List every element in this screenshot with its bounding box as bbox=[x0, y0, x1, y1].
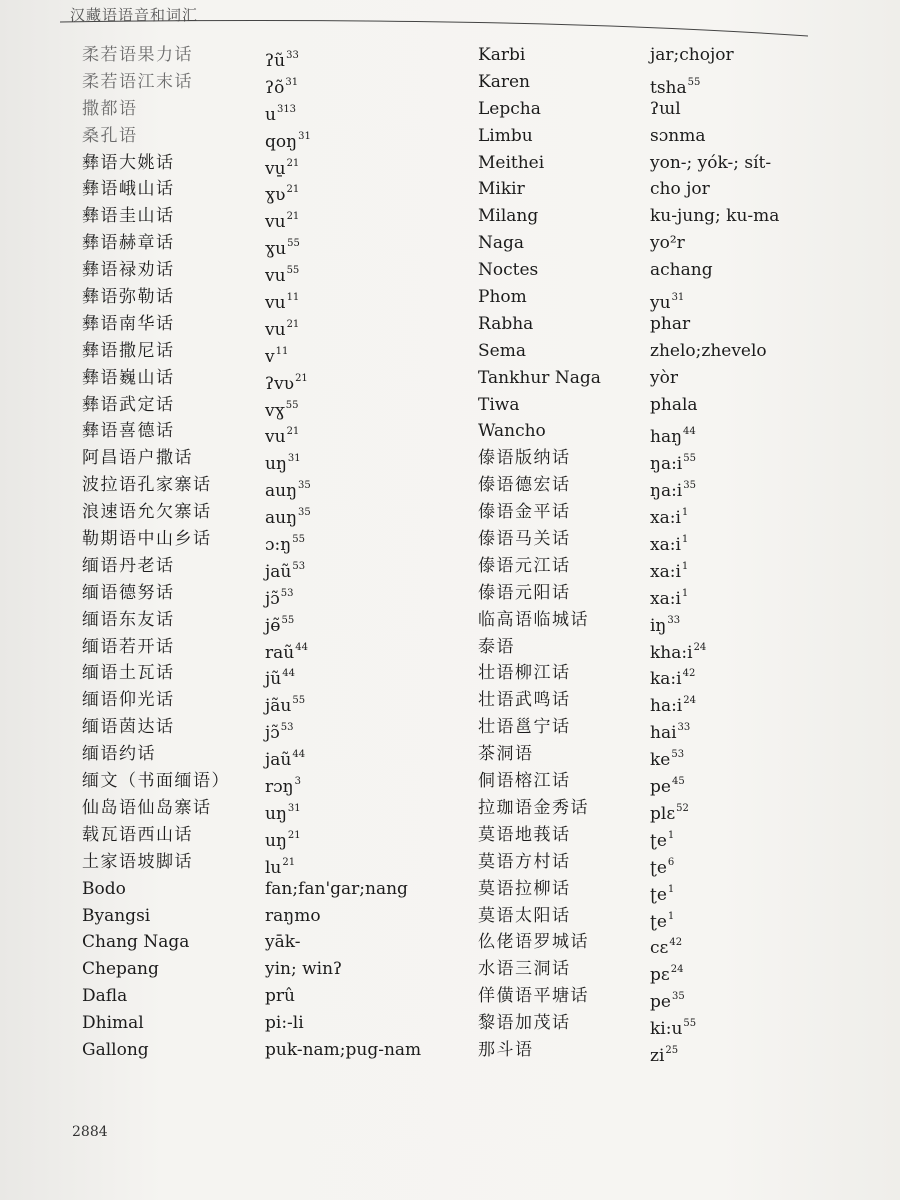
language-name: 彝语圭山话 bbox=[82, 206, 175, 227]
form-text: vu bbox=[265, 319, 286, 340]
form-text: xa:i bbox=[650, 535, 681, 556]
form-text: vu bbox=[265, 293, 286, 314]
language-name: Naga bbox=[478, 233, 525, 254]
language-name: Gallong bbox=[82, 1039, 149, 1060]
word-form bbox=[650, 176, 710, 203]
tone-number: 44 bbox=[292, 749, 306, 761]
tone-number: 24 bbox=[693, 641, 707, 653]
language-name: Meithei bbox=[478, 152, 545, 173]
form-text: ku-jung; ku-ma bbox=[650, 206, 780, 227]
tone-number: 21 bbox=[286, 318, 300, 330]
language-name: 仫佬语罗城话 bbox=[478, 932, 589, 953]
language-name: 傣语版纳话 bbox=[478, 448, 571, 469]
word-form bbox=[265, 1010, 304, 1037]
form-text: ɣu bbox=[265, 239, 287, 260]
tone-number: 31 bbox=[285, 76, 299, 88]
form-text: pe bbox=[650, 992, 671, 1013]
form-text: prû bbox=[265, 986, 295, 1007]
form-text: yòr bbox=[650, 367, 678, 388]
word-form bbox=[265, 956, 342, 983]
form-text: raũ bbox=[265, 642, 295, 663]
form-text: hai bbox=[650, 723, 677, 744]
tone-number: 33 bbox=[667, 614, 681, 626]
language-name: 仙岛语仙岛寨话 bbox=[82, 797, 212, 818]
form-text: ŋa:i bbox=[650, 481, 683, 502]
language-name: Byangsi bbox=[82, 905, 151, 926]
language-name: 黎语加茂话 bbox=[478, 1013, 571, 1034]
language-name: Noctes bbox=[478, 260, 539, 281]
tone-number: 55 bbox=[292, 534, 305, 546]
form-text: u bbox=[265, 104, 276, 125]
language-name: 载瓦语西山话 bbox=[82, 824, 193, 845]
language-name: Karen bbox=[478, 71, 530, 92]
word-form bbox=[265, 1037, 421, 1064]
form-text: ʈe bbox=[650, 857, 667, 878]
language-name: 彝语武定话 bbox=[82, 394, 175, 415]
language-name: 桑孔语 bbox=[82, 125, 138, 146]
language-name: 撒都语 bbox=[82, 98, 138, 119]
tone-number: 1 bbox=[667, 910, 675, 922]
language-name: 临高语临城话 bbox=[478, 609, 589, 630]
form-text: jũ bbox=[265, 669, 282, 690]
language-name: 勒期语中山乡话 bbox=[82, 529, 212, 550]
tone-number: 21 bbox=[286, 157, 300, 169]
language-name: Chepang bbox=[82, 959, 159, 980]
form-text: yu bbox=[650, 293, 671, 314]
language-name: 佯僙语平塘话 bbox=[478, 986, 589, 1007]
tone-number: 21 bbox=[286, 211, 300, 223]
language-name: 彝语大姚话 bbox=[82, 152, 175, 173]
word-form bbox=[650, 338, 767, 365]
tone-number: 35 bbox=[298, 507, 311, 519]
form-text: jar;chojor bbox=[650, 45, 734, 65]
form-text: cɛ bbox=[650, 938, 669, 959]
tone-number: 1 bbox=[667, 883, 675, 895]
language-name: 缅语土瓦话 bbox=[82, 663, 175, 684]
language-name: 彝语巍山话 bbox=[82, 367, 175, 388]
language-name: 傣语元江话 bbox=[478, 555, 571, 576]
form-text: xa:i bbox=[650, 561, 681, 582]
language-name: Sema bbox=[478, 340, 526, 361]
language-name: 阿昌语户撒话 bbox=[82, 448, 193, 469]
word-form bbox=[650, 257, 713, 284]
tone-number: 35 bbox=[683, 480, 696, 492]
language-name: 缅语德努话 bbox=[82, 582, 175, 603]
form-text: jɵ̃ bbox=[265, 615, 281, 636]
form-text: ʔũ bbox=[265, 51, 286, 71]
tone-number: 55 bbox=[281, 614, 295, 626]
tone-number: 6 bbox=[667, 856, 675, 868]
form-text: vu̱ bbox=[265, 158, 286, 179]
language-name: Dafla bbox=[82, 986, 128, 1007]
tone-number: 33 bbox=[677, 722, 691, 734]
form-text: raŋmo bbox=[265, 905, 321, 926]
form-text: pi:-li bbox=[265, 1013, 304, 1034]
language-name: 土家语坡脚话 bbox=[82, 851, 193, 872]
language-name: 浪速语允欠寨话 bbox=[82, 502, 212, 523]
form-text: ka:i bbox=[650, 669, 682, 690]
language-name: Mikir bbox=[478, 179, 525, 200]
language-name: 彝语峨山话 bbox=[82, 179, 175, 200]
tone-number: 55 bbox=[287, 238, 300, 250]
tone-number: 44 bbox=[295, 641, 308, 653]
word-form bbox=[650, 96, 681, 123]
form-text: jaũ bbox=[265, 750, 292, 771]
tone-number: 21 bbox=[282, 856, 296, 868]
language-name: Milang bbox=[478, 206, 539, 227]
form-text: iŋ bbox=[650, 615, 667, 636]
form-text: vu bbox=[265, 427, 286, 448]
form-text: ɔ:ŋ bbox=[265, 535, 292, 556]
tone-number: 33 bbox=[286, 50, 299, 61]
header-rule bbox=[60, 18, 808, 38]
language-name: Bodo bbox=[82, 878, 126, 899]
language-name: 彝语禄劝话 bbox=[82, 260, 175, 281]
tone-number: 24 bbox=[670, 964, 684, 976]
tone-number: 55 bbox=[292, 695, 306, 707]
tone-number: 31 bbox=[298, 130, 311, 142]
language-name: 缅语若开话 bbox=[82, 636, 175, 657]
tone-number: 1 bbox=[681, 560, 689, 572]
tone-number: 313 bbox=[276, 103, 297, 115]
tone-number: 1 bbox=[681, 534, 689, 546]
language-name: 拉珈语金秀话 bbox=[478, 797, 589, 818]
form-text: jaũ bbox=[265, 561, 292, 582]
tone-number: 21 bbox=[295, 372, 308, 384]
tone-number: 53 bbox=[280, 722, 294, 734]
form-text: auŋ bbox=[265, 481, 298, 502]
tone-number: 55 bbox=[687, 76, 701, 88]
tone-number: 53 bbox=[280, 587, 294, 599]
word-form bbox=[265, 929, 301, 956]
form-text: xa:i bbox=[650, 588, 681, 609]
language-name: Rabha bbox=[478, 313, 534, 334]
language-name: 彝语撒尼话 bbox=[82, 340, 175, 361]
form-text: xa:i bbox=[650, 508, 681, 529]
form-text: qoŋ bbox=[265, 131, 298, 152]
tone-number: 3 bbox=[294, 776, 301, 788]
form-text: pe bbox=[650, 777, 671, 798]
language-name: Tankhur Naga bbox=[478, 367, 601, 388]
word-form bbox=[650, 392, 698, 419]
form-text: zhelo;zhevelo bbox=[650, 340, 767, 361]
word-form bbox=[650, 123, 705, 150]
form-text: uŋ bbox=[265, 803, 287, 824]
form-text: v bbox=[265, 346, 275, 367]
word-form bbox=[265, 983, 295, 1010]
form-text: ʔvʋ bbox=[265, 373, 295, 394]
running-head: 汉藏语语音和词汇 bbox=[70, 6, 199, 24]
language-name: 傣语马关话 bbox=[478, 529, 571, 550]
form-text: puk-nam;pug-nam bbox=[265, 1039, 422, 1060]
form-text: uŋ bbox=[265, 830, 287, 851]
language-name: 缅语东友话 bbox=[82, 609, 175, 630]
form-text: ʔɯl bbox=[650, 98, 681, 119]
form-text: yon-; yók-; sít- bbox=[650, 152, 772, 173]
form-text: ŋa:i bbox=[650, 454, 683, 475]
form-text: haŋ bbox=[650, 427, 683, 448]
tone-number: 24 bbox=[683, 695, 696, 707]
language-name: 缅语约话 bbox=[82, 744, 156, 765]
language-name: Lepcha bbox=[478, 98, 541, 119]
language-name: 缅语丹老话 bbox=[82, 555, 175, 576]
language-name: Dhimal bbox=[82, 1013, 144, 1034]
language-name: 彝语喜德话 bbox=[82, 421, 175, 442]
form-text: phar bbox=[650, 313, 691, 334]
form-text: ke bbox=[650, 750, 671, 771]
form-text: auŋ bbox=[265, 508, 298, 529]
language-name: 缅语茵达话 bbox=[82, 717, 175, 738]
language-name: 壮语武鸣话 bbox=[478, 690, 571, 711]
form-text: lu bbox=[265, 857, 282, 878]
tone-number: 31 bbox=[671, 292, 685, 304]
form-text: vu bbox=[265, 266, 286, 287]
form-text: pɛ bbox=[650, 965, 670, 986]
language-name: 波拉语孔家寨话 bbox=[82, 475, 212, 496]
form-text: phala bbox=[650, 394, 698, 415]
page-number: 2884 bbox=[72, 1124, 108, 1140]
form-text: uŋ bbox=[265, 454, 287, 475]
tone-number: 55 bbox=[683, 1018, 697, 1030]
form-text: fan;fan'gar;nang bbox=[265, 878, 408, 899]
language-name: Tiwa bbox=[478, 394, 520, 415]
form-text: yāk- bbox=[265, 932, 301, 953]
tone-number: 44 bbox=[282, 668, 295, 680]
language-name: Wancho bbox=[478, 421, 546, 442]
language-name: 柔若语果力话 bbox=[82, 45, 193, 65]
form-text: jɔ̃ bbox=[265, 723, 280, 744]
word-form bbox=[650, 365, 678, 392]
form-text: ʔõ bbox=[265, 77, 285, 98]
language-name: 缅语仰光话 bbox=[82, 690, 175, 711]
word-form bbox=[650, 42, 734, 69]
word-form bbox=[650, 150, 771, 177]
tone-number: 42 bbox=[682, 668, 696, 680]
tone-number: 1 bbox=[681, 507, 689, 519]
word-form bbox=[650, 230, 685, 257]
form-text: jãu bbox=[265, 696, 292, 717]
tone-number: 1 bbox=[681, 587, 689, 599]
form-text: plɛ bbox=[650, 803, 676, 824]
form-text: cho jor bbox=[650, 179, 710, 200]
language-name: 茶洞语 bbox=[478, 744, 534, 765]
language-name: Phom bbox=[478, 287, 527, 308]
tone-number: 55 bbox=[683, 453, 696, 465]
language-name: 傣语元阳话 bbox=[478, 582, 571, 603]
language-name: 水语三洞话 bbox=[478, 959, 571, 980]
language-name: 彝语弥勒话 bbox=[82, 287, 175, 308]
form-text: yin; winʔ bbox=[265, 959, 343, 980]
language-name: 傣语德宏话 bbox=[478, 475, 571, 496]
language-name: 莫语地莪话 bbox=[478, 824, 571, 845]
form-text: zi bbox=[650, 1045, 665, 1066]
tone-number: 44 bbox=[683, 426, 696, 438]
tone-number: 31 bbox=[287, 802, 301, 814]
language-name: 那斗语 bbox=[478, 1039, 534, 1060]
form-text: ki:u bbox=[650, 1019, 683, 1040]
language-name: 泰语 bbox=[478, 636, 515, 657]
word-form bbox=[265, 876, 408, 903]
tone-number: 35 bbox=[298, 480, 311, 492]
language-name: 缅文（书面缅语） bbox=[82, 771, 230, 792]
language-name: 彝语赫章话 bbox=[82, 233, 175, 254]
tone-number: 53 bbox=[292, 560, 306, 572]
tone-number: 21 bbox=[287, 829, 301, 841]
tone-number: 35 bbox=[671, 991, 685, 1003]
form-text: vu bbox=[265, 212, 286, 233]
form-text: ʈe bbox=[650, 884, 667, 905]
tone-number: 45 bbox=[671, 776, 685, 788]
language-name: Karbi bbox=[478, 45, 526, 65]
tone-number: 53 bbox=[671, 749, 685, 761]
word-form bbox=[650, 311, 690, 338]
tone-number: 42 bbox=[669, 937, 683, 949]
form-text: ha:i bbox=[650, 696, 683, 717]
language-name: 壮语柳江话 bbox=[478, 663, 571, 684]
tone-number: 31 bbox=[287, 453, 301, 465]
word-form bbox=[265, 903, 321, 930]
tone-number: 1 bbox=[667, 829, 675, 841]
tone-number: 55 bbox=[286, 265, 300, 277]
tone-number: 21 bbox=[286, 184, 300, 196]
language-name: 彝语南华话 bbox=[82, 313, 175, 334]
language-name: Chang Naga bbox=[82, 932, 190, 953]
language-name: Limbu bbox=[478, 125, 533, 146]
language-name: 柔若语江末话 bbox=[82, 71, 193, 92]
tone-number: 25 bbox=[665, 1044, 679, 1056]
form-text: achang bbox=[650, 260, 713, 281]
tone-number: 11 bbox=[286, 292, 300, 304]
tone-number: 55 bbox=[285, 399, 299, 411]
tone-number: 21 bbox=[286, 426, 300, 438]
form-text: tsha bbox=[650, 77, 687, 98]
language-name: 莫语太阳话 bbox=[478, 905, 571, 926]
language-name: 莫语拉柳话 bbox=[478, 878, 571, 899]
language-name: 傣语金平话 bbox=[478, 502, 571, 523]
form-text: ɣʋ bbox=[265, 185, 286, 206]
tone-number: 11 bbox=[275, 345, 289, 357]
language-name: 侗语榕江话 bbox=[478, 771, 571, 792]
form-text: rɔŋ bbox=[265, 777, 294, 798]
form-text: sɔnma bbox=[650, 125, 706, 146]
language-name: 壮语邕宁话 bbox=[478, 717, 571, 738]
language-name: 莫语方村话 bbox=[478, 851, 571, 872]
word-form bbox=[650, 1037, 678, 1070]
word-form bbox=[650, 203, 779, 230]
tone-number: 52 bbox=[676, 802, 689, 814]
form-text: ʈe bbox=[650, 911, 667, 932]
form-text: yo²r bbox=[650, 233, 685, 254]
form-text: kha:i bbox=[650, 642, 693, 663]
form-text: vɣ bbox=[265, 400, 285, 421]
form-text: jɔ̃ bbox=[265, 588, 280, 609]
form-text: ʈe bbox=[650, 830, 667, 851]
